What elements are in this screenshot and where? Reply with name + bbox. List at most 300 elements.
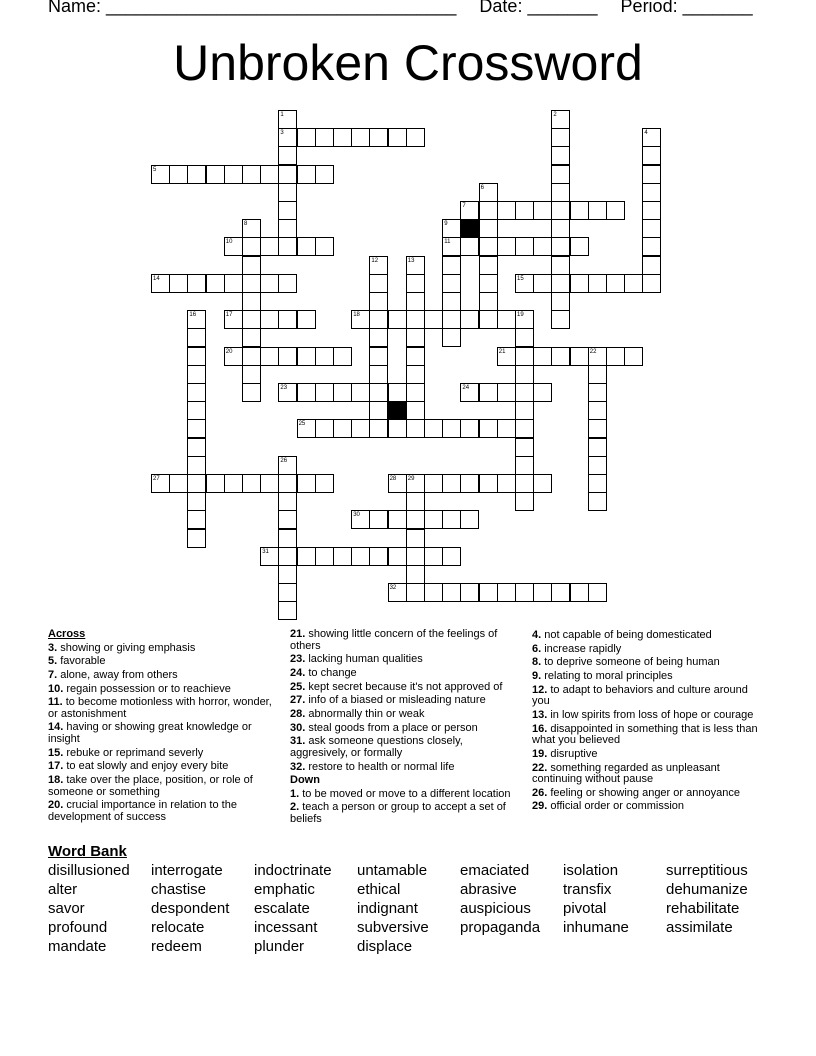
grid-cell[interactable] (187, 456, 206, 475)
grid-cell[interactable] (588, 474, 607, 493)
grid-cell[interactable] (515, 383, 534, 402)
clue-number: 28 (389, 476, 397, 482)
clue-number: 17 (225, 312, 233, 319)
grid-cell[interactable] (479, 383, 498, 402)
grid-cell[interactable] (242, 365, 261, 384)
grid-cell[interactable] (406, 529, 425, 548)
clue-item (532, 749, 767, 761)
grid-cell[interactable] (369, 419, 388, 438)
grid-cell[interactable] (278, 529, 297, 548)
clue-number-label: 10. (48, 682, 67, 695)
grid-cell[interactable] (315, 165, 334, 184)
grid-cell[interactable] (351, 547, 370, 566)
clue-text: favorable (60, 655, 106, 668)
grid-cell[interactable] (588, 583, 607, 602)
grid-cell[interactable] (497, 201, 516, 220)
grid-cell[interactable] (479, 237, 498, 256)
grid-cell[interactable] (242, 383, 261, 402)
clue-number-label: 14. (48, 721, 67, 734)
grid-cell[interactable] (315, 547, 334, 566)
grid-cell[interactable] (297, 128, 316, 147)
grid-cell[interactable] (278, 347, 297, 366)
grid-cell[interactable] (242, 292, 261, 311)
grid-cell[interactable] (406, 419, 425, 438)
grid-cell[interactable] (588, 274, 607, 293)
grid-cell[interactable] (570, 583, 589, 602)
grid-cell[interactable] (442, 292, 461, 311)
grid-cell[interactable] (642, 237, 661, 256)
grid-cell[interactable] (551, 292, 570, 311)
grid-cell[interactable] (278, 165, 297, 184)
grid-cell[interactable] (424, 547, 443, 566)
grid-cell[interactable] (260, 310, 279, 329)
word-bank-item: mandate (48, 938, 107, 955)
clue-item (290, 629, 515, 652)
grid-cell[interactable] (442, 419, 461, 438)
clue-number-label: 22. (532, 761, 551, 774)
grid-cell[interactable] (315, 419, 334, 438)
grid-cell[interactable] (551, 146, 570, 165)
clue-text: rebuke or reprimand severly (66, 746, 204, 759)
grid-cell[interactable] (278, 547, 297, 566)
grid-cell[interactable] (642, 183, 661, 202)
grid-cell[interactable] (515, 438, 534, 457)
grid-cell[interactable] (442, 328, 461, 347)
clue-item (532, 657, 767, 669)
clue-number: 21 (498, 348, 506, 355)
clue-item (532, 710, 767, 722)
grid-cell[interactable] (515, 237, 534, 256)
word-bank-item: pivotal (563, 900, 607, 917)
grid-cell[interactable] (224, 274, 243, 293)
grid-cell[interactable] (551, 165, 570, 184)
grid-cell[interactable] (551, 219, 570, 238)
grid-cell[interactable] (588, 201, 607, 220)
clue-item (290, 668, 515, 680)
clue-item (290, 682, 515, 694)
grid-cell[interactable] (187, 274, 206, 293)
grid-cell[interactable] (406, 510, 425, 529)
grid-cell[interactable] (388, 510, 407, 529)
grid-cell[interactable] (315, 474, 334, 493)
grid-cell[interactable] (497, 419, 516, 438)
grid-cell[interactable] (297, 165, 316, 184)
grid-cell[interactable] (588, 438, 607, 457)
grid-cell[interactable] (497, 310, 516, 329)
grid-cell[interactable] (369, 510, 388, 529)
grid-cell[interactable] (187, 328, 206, 347)
grid-cell[interactable] (533, 383, 552, 402)
grid-cell[interactable] (406, 492, 425, 511)
grid-cell[interactable] (551, 237, 570, 256)
grid-cell[interactable] (406, 128, 425, 147)
clue-text: disappointed in something that is less than what you believed (532, 722, 758, 747)
grid-cell[interactable] (187, 401, 206, 420)
grid-cell[interactable] (551, 583, 570, 602)
grid-cell[interactable] (642, 146, 661, 165)
grid-cell[interactable] (242, 474, 261, 493)
grid-cell[interactable] (406, 583, 425, 602)
clue-item (290, 802, 515, 825)
grid-cell[interactable] (606, 347, 625, 366)
clue-number-label: 11. (48, 696, 66, 709)
grid-cell[interactable] (169, 165, 188, 184)
grid-cell[interactable] (369, 365, 388, 384)
clue-text: in low spirits from loss of hope or courage (550, 708, 754, 721)
grid-cell[interactable] (588, 365, 607, 384)
word-bank-item: surreptitious (666, 862, 748, 879)
grid-cell[interactable] (187, 383, 206, 402)
clue-number: 16 (189, 312, 197, 319)
grid-cell[interactable] (479, 201, 498, 220)
grid-cell[interactable] (242, 256, 261, 275)
grid-cell[interactable] (424, 510, 443, 529)
grid-cell[interactable] (260, 274, 279, 293)
grid-cell[interactable] (242, 347, 261, 366)
grid-cell[interactable] (551, 310, 570, 329)
grid-cell[interactable] (278, 183, 297, 202)
grid-cell[interactable] (278, 510, 297, 529)
grid-cell[interactable] (442, 547, 461, 566)
grid-cell[interactable] (260, 165, 279, 184)
clue-number-label: 20. (48, 799, 67, 812)
grid-cell[interactable] (479, 419, 498, 438)
grid-cell[interactable] (297, 383, 316, 402)
grid-cell[interactable] (642, 165, 661, 184)
grid-cell[interactable] (315, 128, 334, 147)
clue-number-label: 4. (532, 629, 545, 641)
grid-cell[interactable] (297, 347, 316, 366)
clue-text: something regarded as unpleasant continuing without pause (532, 761, 720, 785)
grid-cell[interactable] (515, 347, 534, 366)
clue-number-label: 25. (290, 680, 309, 693)
down-heading: Down (290, 774, 320, 787)
grid-cell[interactable] (642, 219, 661, 238)
clue-text: having or showing great knowledge or insight (48, 721, 252, 745)
clue-number-label: 21. (290, 628, 309, 640)
grid-cell[interactable] (187, 438, 206, 457)
grid-cell[interactable] (588, 401, 607, 420)
grid-cell[interactable] (369, 128, 388, 147)
grid-cell[interactable] (442, 510, 461, 529)
grid-cell[interactable] (479, 274, 498, 293)
grid-cell[interactable] (497, 583, 516, 602)
clue-number-label: 27. (290, 694, 309, 707)
clue-text: to deprive someone of being human (544, 656, 720, 669)
clue-text: regain possession or to reachieve (66, 682, 231, 695)
grid-cell[interactable] (460, 237, 479, 256)
grid-cell[interactable] (588, 383, 607, 402)
grid-cell[interactable] (424, 419, 443, 438)
grid-cell[interactable] (260, 347, 279, 366)
grid-cell[interactable] (588, 456, 607, 475)
clue-text: restore to health or normal life (308, 760, 455, 773)
clue-number-label: 19. (532, 747, 551, 760)
grid-cell[interactable] (242, 274, 261, 293)
grid-cell[interactable] (424, 310, 443, 329)
grid-cell[interactable] (351, 383, 370, 402)
grid-cell[interactable] (479, 292, 498, 311)
clue-number: 31 (262, 548, 269, 555)
grid-cell[interactable] (533, 201, 552, 220)
grid-cell[interactable] (206, 474, 225, 493)
clue-text: abnormally thin or weak (308, 707, 425, 720)
grid-cell[interactable] (333, 128, 352, 147)
grid-cell[interactable] (533, 347, 552, 366)
grid-cell[interactable] (515, 201, 534, 220)
grid-cell[interactable] (206, 274, 225, 293)
grid-cell[interactable] (406, 310, 425, 329)
grid-cell[interactable] (406, 328, 425, 347)
grid-cell[interactable] (460, 474, 479, 493)
clue-number-label: 1. (290, 787, 303, 800)
grid-cell[interactable] (424, 474, 443, 493)
grid-cell[interactable] (606, 201, 625, 220)
grid-cell[interactable] (515, 492, 534, 511)
grid-cell[interactable] (315, 383, 334, 402)
grid-cell[interactable] (369, 383, 388, 402)
grid-cell[interactable] (406, 383, 425, 402)
word-bank-item: interrogate (151, 862, 223, 879)
grid-cell[interactable] (406, 365, 425, 384)
grid-cell[interactable] (297, 474, 316, 493)
clues-column-1 (48, 629, 273, 825)
grid-cell[interactable] (224, 165, 243, 184)
grid-cell[interactable] (278, 492, 297, 511)
grid-cell[interactable] (388, 547, 407, 566)
grid-cell[interactable] (187, 492, 206, 511)
grid-cell[interactable] (187, 510, 206, 529)
grid-cell[interactable] (479, 256, 498, 275)
grid-cell[interactable] (460, 310, 479, 329)
grid-cell[interactable] (570, 274, 589, 293)
clue-number: 3 (280, 130, 284, 137)
grid-cell[interactable] (515, 583, 534, 602)
grid-cell[interactable] (206, 165, 225, 184)
grid-cell[interactable] (333, 547, 352, 566)
grid-cell[interactable] (642, 274, 661, 293)
grid-cell[interactable] (642, 256, 661, 275)
grid-cell[interactable] (570, 347, 589, 366)
grid-cell[interactable] (260, 474, 279, 493)
grid-cell[interactable] (570, 237, 589, 256)
grid-cell[interactable] (515, 365, 534, 384)
grid-cell[interactable] (442, 583, 461, 602)
grid-cell[interactable] (406, 547, 425, 566)
grid-cell[interactable] (497, 474, 516, 493)
grid-cell[interactable] (315, 237, 334, 256)
grid-cell[interactable] (515, 328, 534, 347)
grid-cell[interactable] (533, 474, 552, 493)
grid-cell[interactable] (187, 419, 206, 438)
clue-number: 22 (589, 348, 597, 355)
grid-cell[interactable] (479, 219, 498, 238)
grid-cell[interactable] (278, 237, 297, 256)
grid-cell[interactable] (406, 565, 425, 584)
clue-item (48, 643, 273, 655)
clue-number: 1 (280, 112, 284, 118)
grid-cell[interactable] (278, 583, 297, 602)
clue-text: to become motionless with horror, wonder, or astonishment (48, 696, 272, 720)
grid-cell[interactable] (533, 274, 552, 293)
grid-cell[interactable] (297, 310, 316, 329)
grid-cell[interactable] (442, 256, 461, 275)
clue-item (48, 800, 273, 823)
clue-item (290, 723, 515, 735)
clue-number: 27 (153, 476, 160, 482)
grid-cell[interactable] (333, 383, 352, 402)
clue-number-label: 26. (532, 786, 551, 799)
grid-cell[interactable] (278, 201, 297, 220)
clue-number: 4 (644, 130, 648, 137)
grid-cell[interactable] (333, 419, 352, 438)
grid-cell[interactable] (260, 237, 279, 256)
grid-cell[interactable] (624, 274, 643, 293)
clue-number-label: 5. (48, 655, 61, 668)
grid-cell[interactable] (551, 201, 570, 220)
clue-number-label: 28. (290, 707, 309, 720)
grid-cell[interactable] (551, 274, 570, 293)
grid-cell[interactable] (442, 310, 461, 329)
grid-cell[interactable] (406, 274, 425, 293)
clue-item (290, 789, 515, 801)
grid-cell[interactable] (242, 237, 261, 256)
grid-cell[interactable] (369, 274, 388, 293)
grid-cell[interactable] (333, 347, 352, 366)
clue-number: 20 (225, 348, 233, 355)
grid-cell[interactable] (369, 401, 388, 420)
grid-cell[interactable] (351, 128, 370, 147)
clue-item (48, 775, 273, 798)
grid-cell[interactable] (606, 274, 625, 293)
grid-cell[interactable] (297, 237, 316, 256)
clue-text: to eat slowly and enjoy every bite (66, 760, 229, 773)
word-bank-item: auspicious (460, 900, 531, 917)
clue-text: relating to moral principles (544, 670, 673, 683)
grid-cell[interactable] (424, 583, 443, 602)
clue-text: ask someone questions closely, aggresively, or formally (290, 735, 463, 759)
grid-cell[interactable] (497, 383, 516, 402)
clue-number-label: 30. (290, 721, 309, 734)
grid-cell[interactable] (297, 547, 316, 566)
clue-number: 15 (517, 275, 524, 282)
clue-number: 18 (353, 312, 360, 319)
grid-cell[interactable] (388, 383, 407, 402)
grid-cell[interactable] (460, 583, 479, 602)
grid-cell[interactable] (369, 547, 388, 566)
grid-cell[interactable] (369, 292, 388, 311)
grid-cell[interactable] (460, 510, 479, 529)
grid-cell[interactable] (497, 237, 516, 256)
grid-cell[interactable] (242, 310, 261, 329)
grid-cell[interactable] (406, 292, 425, 311)
word-bank-item: indignant (357, 900, 418, 917)
grid-cell[interactable] (479, 474, 498, 493)
clue-item (290, 762, 515, 774)
grid-cell[interactable] (551, 347, 570, 366)
word-bank-item: escalate (254, 900, 310, 917)
word-bank-item: profound (48, 919, 108, 936)
word-bank-item: isolation (563, 862, 619, 879)
clue-item (290, 709, 515, 721)
grid-cell[interactable] (278, 274, 297, 293)
grid-cell[interactable] (242, 328, 261, 347)
across-heading: Across (48, 628, 86, 640)
clue-item (532, 724, 767, 747)
grid-cell[interactable] (187, 165, 206, 184)
clue-number-label: 2. (290, 801, 303, 814)
grid-cell[interactable] (388, 310, 407, 329)
grid-cell[interactable] (624, 347, 643, 366)
grid-cell[interactable] (515, 474, 534, 493)
grid-cell[interactable] (388, 128, 407, 147)
clue-text: showing or giving emphasis (60, 641, 196, 654)
grid-cell[interactable] (278, 601, 297, 620)
grid-cell[interactable] (442, 274, 461, 293)
grid-cell[interactable] (369, 347, 388, 366)
word-bank-title: Word Bank (48, 843, 127, 860)
grid-cell[interactable] (479, 310, 498, 329)
grid-cell[interactable] (551, 128, 570, 147)
grid-cell[interactable] (369, 328, 388, 347)
grid-cell[interactable] (369, 310, 388, 329)
grid-cell[interactable] (278, 474, 297, 493)
grid-cell[interactable] (642, 201, 661, 220)
grid-cell[interactable] (442, 474, 461, 493)
grid-cell[interactable] (278, 146, 297, 165)
grid-cell[interactable] (242, 165, 261, 184)
grid-cell[interactable] (278, 310, 297, 329)
grid-cell[interactable] (187, 347, 206, 366)
grid-cell[interactable] (460, 419, 479, 438)
grid-cell[interactable] (388, 419, 407, 438)
grid-cell[interactable] (406, 401, 425, 420)
grid-cell[interactable] (515, 456, 534, 475)
clue-text: info of a biased or misleading nature (308, 694, 486, 707)
grid-cell[interactable] (315, 347, 334, 366)
grid-cell[interactable] (278, 565, 297, 584)
grid-cell[interactable] (515, 401, 534, 420)
grid-cell[interactable] (551, 256, 570, 275)
clue-text: steal goods from a place or person (308, 721, 478, 734)
grid-cell[interactable] (533, 583, 552, 602)
grid-cell[interactable] (588, 419, 607, 438)
grid-cell[interactable] (187, 365, 206, 384)
grid-cell[interactable] (224, 474, 243, 493)
grid-cell[interactable] (169, 274, 188, 293)
clue-item (532, 671, 767, 683)
clue-number-label: 12. (532, 683, 551, 696)
grid-cell[interactable] (551, 183, 570, 202)
clue-item (532, 685, 767, 708)
grid-cell[interactable] (351, 419, 370, 438)
grid-cell[interactable] (187, 474, 206, 493)
word-bank-item: relocate (151, 919, 205, 936)
clue-text: lacking human qualities (308, 653, 423, 666)
grid-cell[interactable] (169, 474, 188, 493)
grid-cell[interactable] (515, 419, 534, 438)
grid-cell[interactable] (479, 583, 498, 602)
clue-number: 24 (462, 385, 470, 391)
grid-cell[interactable] (278, 219, 297, 238)
grid-cell[interactable] (588, 492, 607, 511)
grid-cell[interactable] (406, 347, 425, 366)
clue-text: to adapt to behaviors and culture around you (532, 683, 748, 708)
clue-item (48, 697, 273, 720)
grid-cell[interactable] (533, 237, 552, 256)
grid-cell[interactable] (187, 529, 206, 548)
grid-cell[interactable] (570, 201, 589, 220)
